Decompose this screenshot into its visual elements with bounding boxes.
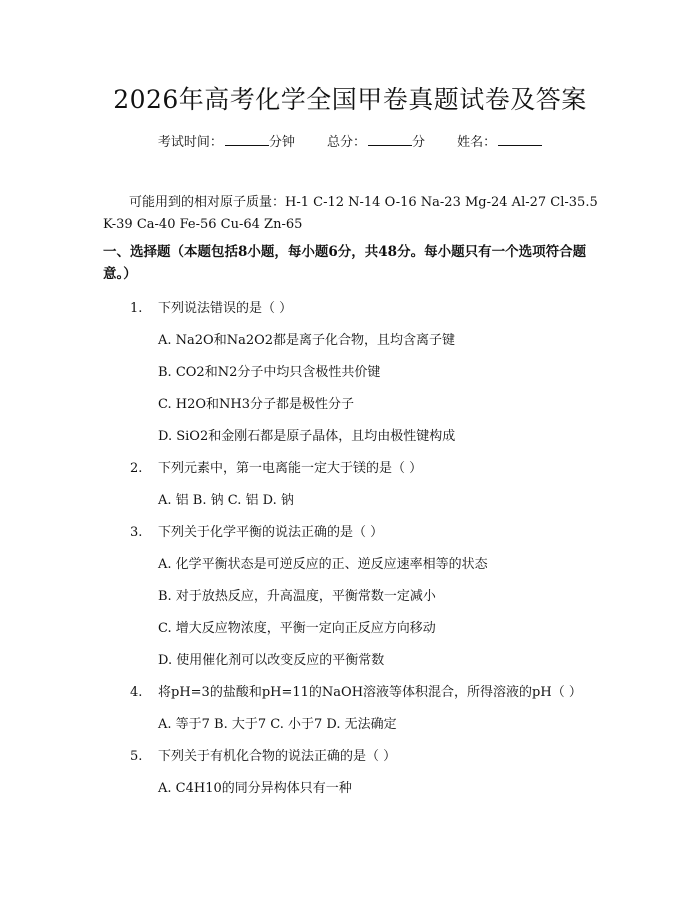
score-label: 总分： [326,135,366,150]
time-blank [225,133,269,146]
question-number: 5. [130,749,143,764]
section-heading: 一、选择题（本题包括8小题，每小题6分，共48分。每小题只有一个选项符合题意。） [103,244,587,282]
option-1c: C. H2O和NH3分子都是极性分子 [158,397,354,412]
question-text: 下列元素中，第一电离能一定大于镁的是（ ） [158,461,423,476]
question-text: 下列关于化学平衡的说法正确的是（ ） [158,525,384,540]
atomic-masses-note: 可能用到的相对原子质量：H-1 C-12 N-14 O-16 Na-23 Mg-24 Al-27 Cl-35.5 K-39 Ca-40 Fe-56 Cu-64 Zn-65 [103,195,598,232]
option-5a: A. C4H10的同分异构体只有一种 [158,781,352,796]
question-3 [130,521,383,540]
question-text: 下列关于有机化合物的说法正确的是（ ） [158,749,397,764]
option-2-all: A. 铝 B. 钠 C. 铝 D. 钠 [158,493,294,508]
time-label: 考试时间： [157,135,223,150]
question-5 [130,745,396,764]
exam-meta-line [0,131,700,150]
name-field [457,135,542,150]
time-field [158,135,295,150]
question-text: 下列说法错误的是（ ） [158,301,293,316]
time-unit: 分钟 [268,135,295,150]
exam-title: 2026年高考化学全国甲卷真题试卷及答案 [113,85,587,114]
option-3c: C. 增大反应物浓度，平衡一定向正反应方向移动 [158,621,436,636]
score-blank [368,133,412,146]
option-3d: D. 使用催化剂可以改变反应的平衡常数 [158,653,385,668]
question-number: 2. [130,461,143,476]
option-1d: D. SiO2和金刚石都是原子晶体，且均由极性键构成 [158,429,456,444]
option-1b: B. CO2和N2分子中均只含极性共价键 [158,365,381,380]
question-number: 3. [130,525,143,540]
question-1 [130,297,292,316]
score-field [327,135,425,150]
question-number: 4. [130,685,143,700]
name-label: 姓名： [457,135,497,150]
option-3a: A. 化学平衡状态是可逆反应的正、逆反应速率相等的状态 [158,557,488,572]
question-number: 1. [130,301,143,316]
option-1a: A. Na2O和Na2O2都是离子化合物，且均含离子键 [158,333,456,348]
option-3b: B. 对于放热反应，升高温度，平衡常数一定减小 [158,589,436,604]
question-text: 将pH=3的盐酸和pH=11的NaOH溶液等体积混合，所得溶液的pH（ ） [158,685,582,700]
question-2 [130,457,422,476]
score-unit: 分 [412,135,426,150]
question-4 [130,681,582,700]
name-blank [498,133,542,146]
option-4-all: A. 等于7 B. 大于7 C. 小于7 D. 无法确定 [158,717,397,732]
